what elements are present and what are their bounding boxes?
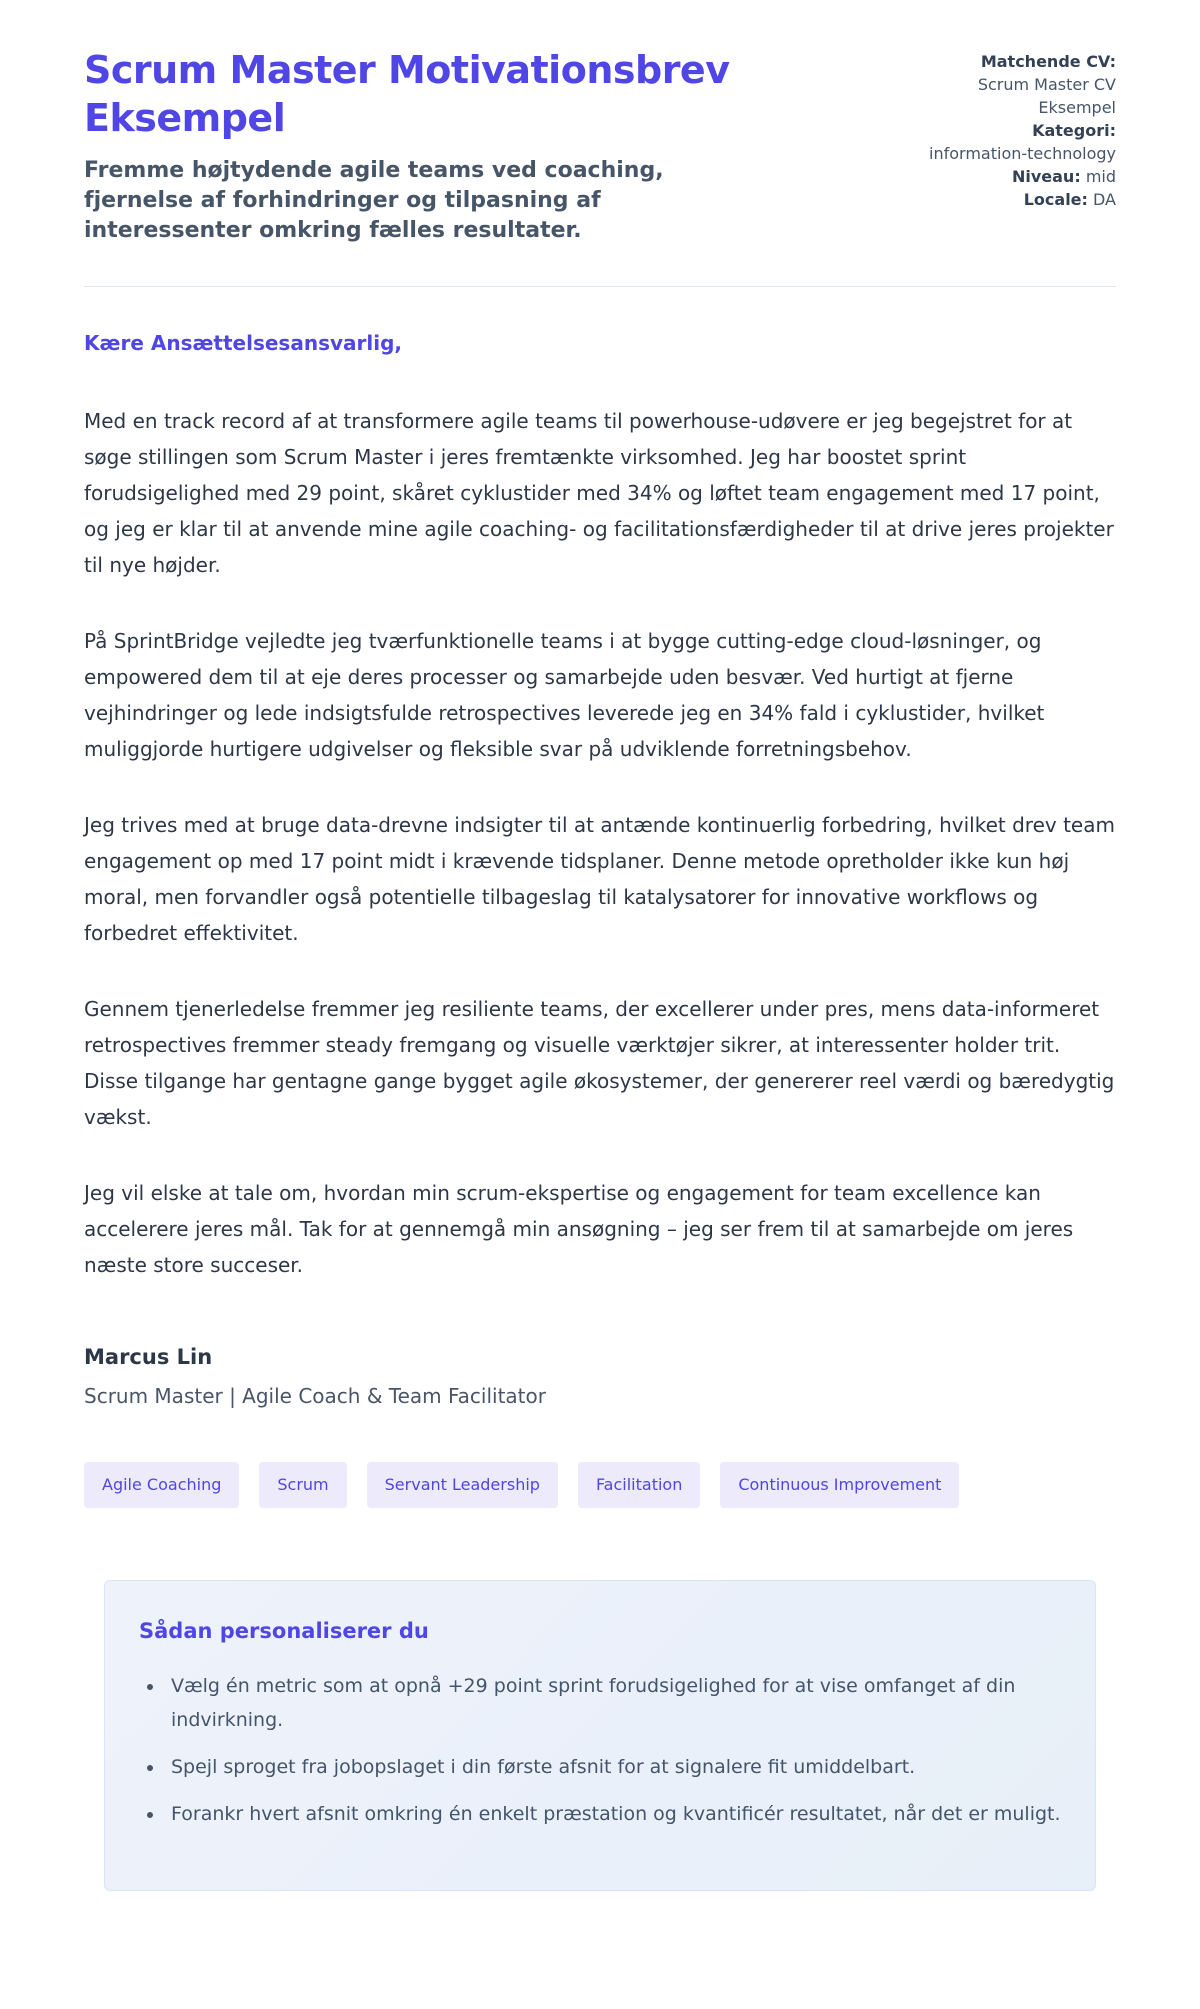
- meta-panel: [926, 46, 1116, 211]
- header-divider: [84, 286, 1116, 287]
- page-title: Scrum Master Motivationsbrev Eksempel: [84, 48, 730, 140]
- meta-category-value: information-technology: [929, 144, 1116, 163]
- personalization-tips-box: [104, 1580, 1096, 1891]
- meta-matching-cv-value: Scrum Master CV Eksempel: [977, 75, 1116, 117]
- skill-tag[interactable]: Servant Leadership: [367, 1462, 558, 1508]
- meta-level-row: [926, 165, 1116, 188]
- letter-body: [84, 403, 1116, 1283]
- tips-list: [139, 1669, 1061, 1831]
- meta-locale-row: [926, 188, 1116, 211]
- signature-name: Marcus Lin: [84, 1345, 213, 1369]
- tip-item: • Forankr hvert afsnit omkring én enkelt præstation og kvantificér resultatet, når det er muligt.: [165, 1797, 1061, 1831]
- meta-category-label: Kategori:: [1032, 121, 1116, 140]
- title-block: [84, 46, 926, 246]
- skill-tag[interactable]: Continuous Improvement: [720, 1462, 959, 1508]
- meta-level-value: mid: [1085, 167, 1116, 186]
- letter-paragraph: Gennem tjenerledelse fremmer jeg resiliente teams, der excellerer under pres, mens data-informeret retrospectives fremmer steady fremgang og visuelle værktøjer sikrer, at interessenter holder trit. Disse tilgange har gentagne gange bygget agile økosystemer, der genererer reel værdi og bæredygtig vækst.: [84, 997, 1115, 1129]
- skill-tag[interactable]: Scrum: [259, 1462, 346, 1508]
- meta-locale-value: DA: [1093, 190, 1116, 209]
- letter-paragraph: Jeg trives med at bruge data-drevne indsigter til at antænde kontinuerlig forbedring, hvilket drev team engagement op med 17 point midt i krævende tidsplaner. Denne metode opretholder ikke kun høj moral, men forvandler også potentielle tilbageslag til katalysatorer for innovative workflows og forbedret effektivitet.: [84, 813, 1115, 945]
- letter-paragraph: På SprintBridge vejledte jeg tværfunktionelle teams i at bygge cutting-edge cloud-løsninger, og empowered dem til at eje deres processer og samarbejde uden besvær. Ved hurtigt at fjerne vejhindringer og lede indsigtsfulde retrospectives leverede jeg en 34% fald i cyklustider, hvilket muliggjorde hurtigere udgivelser og fleksible svar på udviklende forretningsbehov.: [84, 629, 1045, 761]
- signature-role: Scrum Master | Agile Coach & Team Facilitator: [84, 1384, 546, 1408]
- tips-title: Sådan personaliserer du: [139, 1619, 429, 1643]
- meta-locale-label: Locale:: [1023, 190, 1088, 209]
- tip-item: • Spejl sproget fra jobopslaget i din første afsnit for at signalere fit umiddelbart.: [165, 1750, 1061, 1784]
- page-subtitle: Fremme højtydende agile teams ved coaching, fjernelse af forhindringer og tilpasning af interessenter omkring fælles resultater.: [84, 158, 664, 243]
- skill-tag[interactable]: Facilitation: [578, 1462, 700, 1508]
- tip-item: • Vælg én metric som at opnå +29 point sprint forudsigelighed for at vise omfanget af din indvirkning.: [165, 1669, 1061, 1737]
- meta-level-label: Niveau:: [1011, 167, 1081, 186]
- letter-paragraph: Jeg vil elske at tale om, hvordan min scrum-ekspertise og engagement for team excellence kan accelerere jeres mål. Tak for at gennemgå min ansøgning – jeg ser frem til at samarbejde om jeres næste store succeser.: [84, 1181, 1074, 1277]
- skill-tags: [84, 1462, 1116, 1508]
- letter-greeting: Kære Ansættelsesansvarlig,: [84, 331, 402, 355]
- letter-paragraph: Med en track record af at transformere agile teams til powerhouse-udøvere er jeg begejstret for at søge stillingen som Scrum Master i jeres fremtænkte virksomhed. Jeg har boostet sprint forudsigelighed med 29 point, skåret cyklustider med 34% og løftet team engagement med 17 point, og jeg er klar til at anvende mine agile coaching- og facilitationsfærdigheder til at drive jeres projekter til nye højder.: [84, 409, 1114, 577]
- meta-matching-cv-label: Matchende CV:: [980, 52, 1116, 71]
- page-header: [84, 46, 1116, 246]
- skill-tag[interactable]: Agile Coaching: [84, 1462, 239, 1508]
